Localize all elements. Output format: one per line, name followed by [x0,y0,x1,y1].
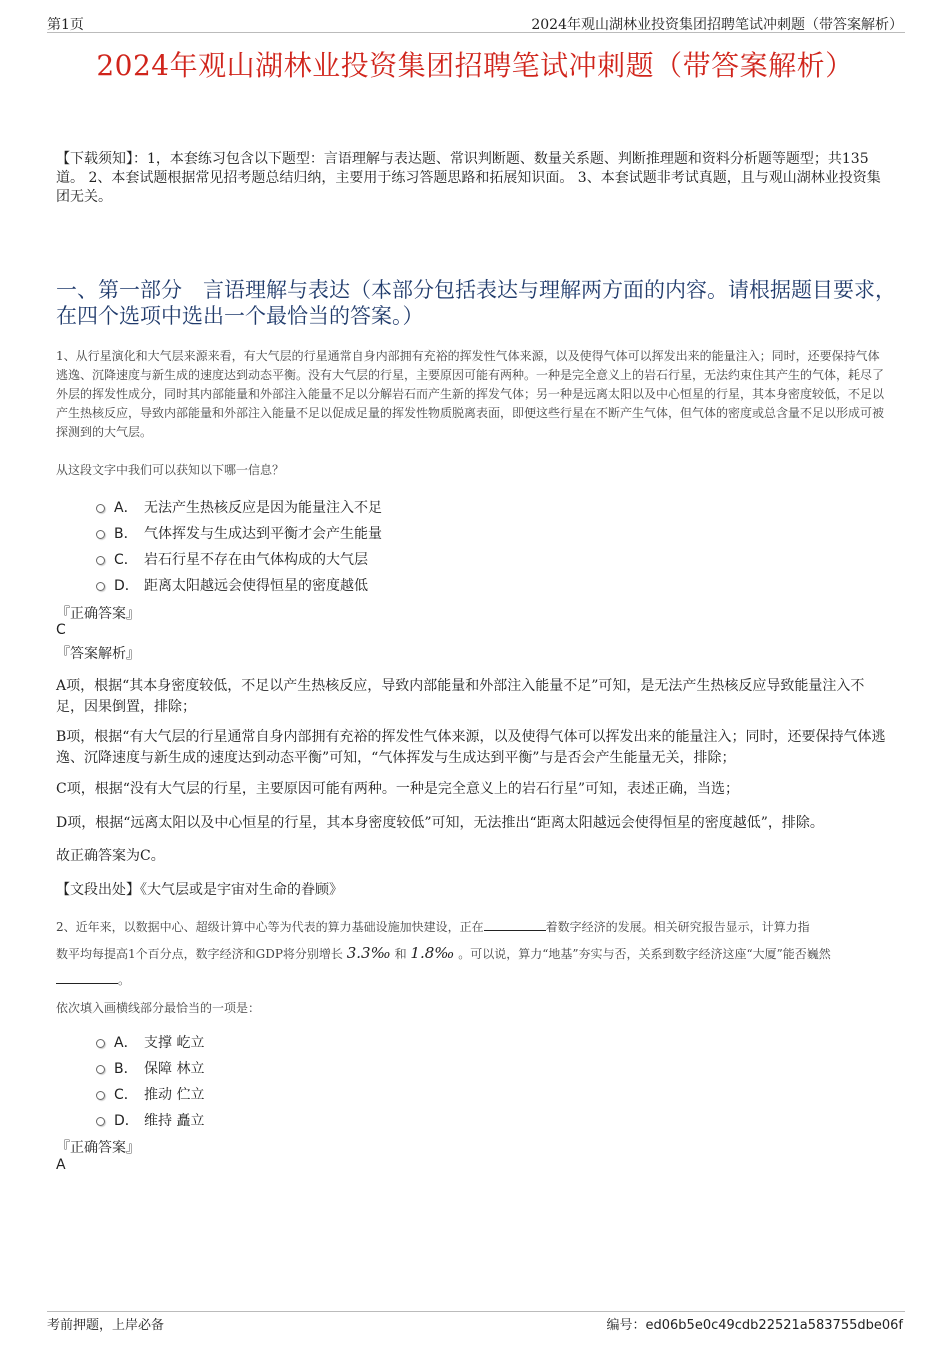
q2-question: 依次填入画横线部分最恰当的一项是： [56,1001,261,1015]
footer-slogan: 考前押题，上岸必备 [47,1318,165,1333]
q1-analysis-label: 『答案解析』 [56,646,140,662]
q1-option-d[interactable] [96,575,368,595]
option-letter: D． [114,1113,139,1129]
option-letter: C． [114,1087,138,1103]
option-text: 距离太阳越远会使得恒星的密度越低 [144,578,368,594]
q2-option-d[interactable] [96,1110,204,1130]
footer-divider [47,1311,905,1312]
page-title: 2024年观山湖林业投资集团招聘笔试冲刺题（带答案解析） [96,49,854,82]
header-divider [47,32,905,33]
option-text: 支撑 屹立 [144,1035,205,1051]
radio-icon[interactable] [96,556,105,565]
option-letter: A． [114,1035,138,1051]
radio-icon[interactable] [96,1117,105,1126]
q1-analysis-conclusion: 故正确答案为C。 [56,848,165,864]
fill-blank-1[interactable] [484,918,546,931]
option-text: 维持 矗立 [144,1113,205,1129]
option-letter: C． [114,552,138,568]
q1-answer: C [56,622,66,638]
q2-passage-end: 。 [118,973,131,987]
option-letter: B． [114,526,138,542]
option-text: 气体挥发与生成达到平衡才会产生能量 [144,526,382,542]
q1-option-b[interactable] [96,523,382,543]
value-gdp: 1.8‰ [410,944,455,962]
radio-icon[interactable] [96,504,105,513]
option-letter: A． [114,500,138,516]
option-text: 推动 伫立 [144,1087,205,1103]
footer-code-label: 编号： [606,1318,646,1333]
radio-icon[interactable] [96,582,105,591]
option-text: 无法产生热核反应是因为能量注入不足 [144,500,382,516]
q2-passage-part: 数平均每提高1个百分点，数字经济和GDP将分别增长 [56,947,343,961]
header-doc-title: 2024年观山湖林业投资集团招聘笔试冲刺题（带答案解析） [531,17,903,33]
radio-icon[interactable] [96,1065,105,1074]
q2-passage-part: 着数字经济的发展。相关研究报告显示，计算力指 [545,920,810,934]
value-digital-economy: 3.3‰ [346,944,391,962]
q2-option-a[interactable] [96,1032,204,1052]
option-letter: B． [114,1061,138,1077]
q2-option-b[interactable] [96,1058,204,1078]
q1-option-c[interactable] [96,549,368,569]
download-notice: 【下载须知】：1，本套练习包含以下题型：言语理解与表达题、常识判断题、数量关系题、判断推理题和资料分析题等题型；共135道。 2、本套试题根据常见招考题总结归纳，主要用于练习答题思路和拓展知识面。 3、本套试题非考试真题，且与观山湖林业投资集团无关。 [56,151,881,205]
q2-passage [56,914,890,993]
q1-question: 从这段文字中我们可以获知以下哪一信息？ [56,463,285,477]
q1-option-a[interactable] [96,497,382,517]
q1-analysis-d: D项，根据“远离太阳以及中心恒星的行星，其本身密度较低”可知，无法推出“距离太阳越远会使得恒星的密度越低”，排除。 [56,815,824,831]
q1-analysis-a: A项，根据“其本身密度较低，不足以产生热核反应，导致内部能量和外部注入能量不足”可知，是无法产生热核反应导致能量注入不足，因果倒置，排除； [56,678,865,715]
option-letter: D． [114,578,139,594]
option-text: 保障 林立 [144,1061,205,1077]
footer-code-value: ed06b5e0c49cdb22521a583755dbe06f [645,1318,903,1333]
section-heading: 一、第一部分 言语理解与表达（本部分包括表达与理解两方面的内容。请根据题目要求，在四个选项中选出一个最恰当的答案。） [56,278,896,328]
radio-icon[interactable] [96,1091,105,1100]
q2-answer: A [56,1157,66,1173]
q1-passage: 1、从行星演化和大气层来源来看，有大气层的行星通常自身内部拥有充裕的挥发性气体来源，以及使得气体可以挥发出来的能量注入；同时，还要保持气体逃逸、沉降速度与新生成的速度达到动态平衡。没有大气层的行星，主要原因可能有两种。一种是完全意义上的岩石行星，无法约束住其产生的气体，耗尽了外层的挥发性成分，同时其内部能量和外部注入能量不足以分解岩石而产生新的挥发气体；另一种是远离太阳以及中心恒星的行星，其本身密度较低，不足以产生热核反应，导致内部能量和外部注入能量不足以促成足量的挥发性物质脱离表面，即便这些行星在不断产生气体，但气体的密度或总含量不足以形成可被探测到的大气层。 [56,349,885,439]
q1-analysis-b: B项，根据“有大气层的行星通常自身内部拥有充裕的挥发性气体来源，以及使得气体可以挥发出来的能量注入；同时，还要保持气体逃逸、沉降速度与新生成的速度达到动态平衡”可知，“气体挥发与生成达到平衡”与是否会产生能量无关，排除； [56,729,886,766]
footer-code [606,1314,903,1333]
q2-passage-part: 2、近年来，以数据中心、超级计算中心等为代表的算力基础设施加快建设，正在 [56,920,484,934]
conjunction: 和 [394,947,407,961]
option-text: 岩石行星不存在由气体构成的大气层 [144,552,368,568]
q2-answer-label: 『正确答案』 [56,1140,140,1156]
radio-icon[interactable] [96,1039,105,1048]
radio-icon[interactable] [96,530,105,539]
q1-analysis-c: C项，根据“没有大气层的行星，主要原因可能有两种。一种是完全意义上的岩石行星”可知，表述正确，当选； [56,781,740,797]
fill-blank-2[interactable] [56,971,118,984]
q2-passage-part: 。可以说，算力“地基”夯实与否，关系到数字经济这座“大厦”能否巍然 [458,947,831,961]
page-number: 第1页 [47,17,84,33]
q1-source: 【文段出处】《大气层或是宇宙对生命的眷顾》 [56,882,343,898]
q2-option-c[interactable] [96,1084,204,1104]
q1-answer-label: 『正确答案』 [56,606,140,622]
